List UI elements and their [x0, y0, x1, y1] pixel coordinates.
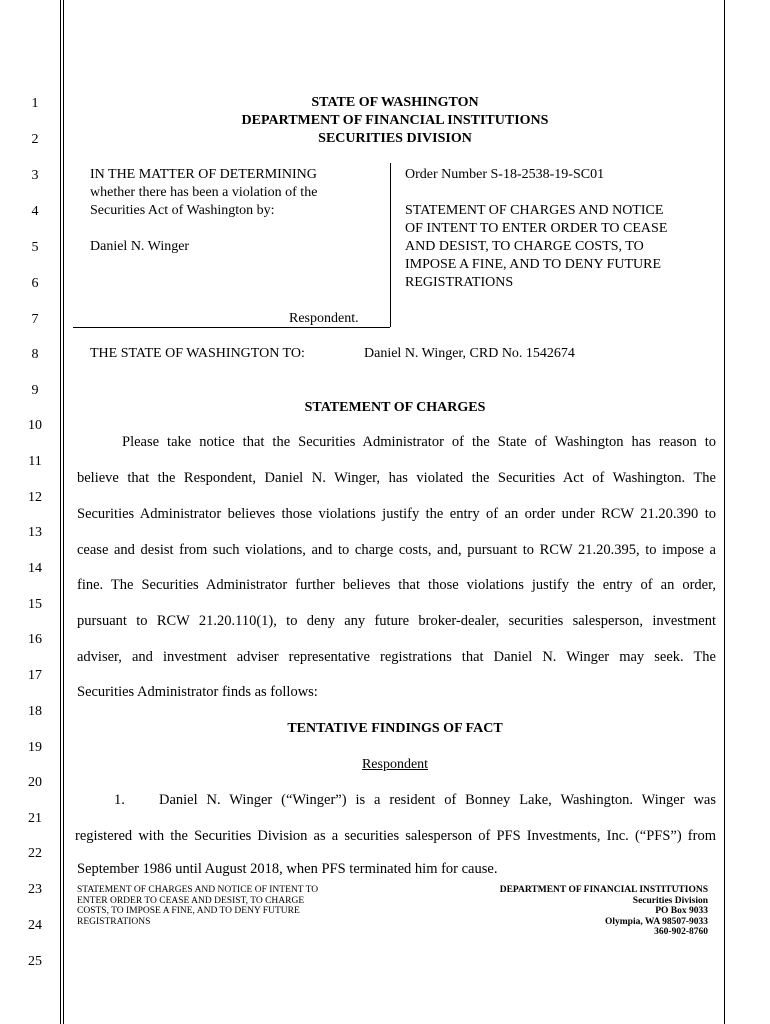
line-number: 12 [28, 490, 42, 505]
paragraph-line: Please take notice that the Securities Administrator of the State of Washington has reason to [122, 434, 716, 450]
matter-line: Securities Act of Washington by: [90, 203, 275, 218]
line-number: 15 [28, 597, 42, 612]
footer-address-line: Olympia, WA 98507-9033 [604, 916, 708, 927]
line-number: 22 [28, 846, 42, 861]
line-number: 10 [28, 418, 42, 433]
footer-title-line: COSTS, TO IMPOSE A FINE, AND TO DENY FUTURE [77, 906, 300, 916]
line-number: 8 [31, 347, 39, 362]
caption-title-line: IMPOSE A FINE, AND TO DENY FUTURE [405, 257, 662, 272]
paragraph-line: cease and desist from such violations, and to charge costs, and, pursuant to RCW 21.20.395, to impose a [77, 542, 716, 558]
matter-line: whether there has been a violation of the [90, 185, 318, 200]
respondent-label: Respondent. [289, 311, 359, 326]
footer-address-line: Securities Division [632, 895, 708, 906]
line-number: 17 [28, 668, 42, 683]
header-department: DEPARTMENT OF FINANCIAL INSTITUTIONS [241, 113, 549, 128]
line-number: 11 [28, 454, 42, 469]
footer-document-title [77, 885, 377, 927]
footer-agency-address [470, 885, 708, 938]
footer-title-line: REGISTRATIONS [77, 916, 151, 927]
findings-heading: TENTATIVE FINDINGS OF FACT [287, 721, 503, 736]
header-division: SECURITIES DIVISION [318, 131, 472, 146]
paragraph-line: Daniel N. Winger (“Winger”) is a resident of Bonney Lake, Washington. Winger was [159, 792, 716, 808]
statement-heading: STATEMENT OF CHARGES [304, 400, 486, 415]
line-number: 19 [28, 740, 42, 755]
line-number: 24 [28, 918, 42, 933]
paragraph-line: Securities Administrator believes those violations justify the entry of an order under RCW 21.20.390 to [77, 506, 716, 522]
caption-title-line: REGISTRATIONS [405, 275, 514, 290]
paragraph-line: fine. The Securities Administrator further believes that those violations justify the entry of an order, [77, 577, 716, 593]
line-number: 7 [31, 312, 39, 327]
line-number: 14 [28, 561, 42, 576]
order-number: Order Number S-18-2538-19-SC01 [405, 167, 605, 182]
footer-address-line: DEPARTMENT OF FINANCIAL INSTITUTIONS [499, 885, 708, 895]
line-number: 20 [28, 775, 42, 790]
footer-address-line: PO Box 9033 [655, 906, 708, 916]
caption-title-line: AND DESIST, TO CHARGE COSTS, TO [405, 239, 644, 254]
respondent-name: Daniel N. Winger [90, 239, 190, 254]
matter-line: IN THE MATTER OF DETERMINING [90, 167, 317, 182]
line-number: 5 [31, 240, 39, 255]
header-state: STATE OF WASHINGTON [311, 95, 479, 110]
line-number: 6 [31, 276, 39, 291]
line-number: 9 [31, 383, 39, 398]
paragraph-line: pursuant to RCW 21.20.110(1), to deny any future broker-dealer, securities salesperson, investment [77, 613, 716, 629]
caption-title-line: OF INTENT TO ENTER ORDER TO CEASE [405, 221, 668, 236]
caption-bottom-rule [73, 327, 390, 328]
paragraph-line: Securities Administrator finds as follows: [77, 684, 318, 700]
line-number: 25 [28, 954, 42, 969]
paragraph-line: adviser, and investment adviser representative registrations that Daniel N. Winger may seek. The [77, 649, 716, 665]
right-margin-rule [724, 0, 725, 1024]
line-number: 4 [31, 204, 39, 219]
footer-title-line: STATEMENT OF CHARGES AND NOTICE OF INTENT TO [77, 885, 319, 895]
caption-divider [390, 163, 391, 327]
addressee-label: THE STATE OF WASHINGTON TO: [90, 346, 305, 361]
paragraph-line: September 1986 until August 2018, when PFS terminated him for cause. [77, 861, 498, 877]
line-number: 1 [31, 96, 39, 111]
caption-title-line: STATEMENT OF CHARGES AND NOTICE [405, 203, 664, 218]
left-margin-rule-outer [60, 0, 61, 1024]
footer-address-line: 360-902-8760 [654, 927, 708, 937]
footer-title-line: ENTER ORDER TO CEASE AND DESIST, TO CHARGE [77, 895, 305, 906]
paragraph-line: believe that the Respondent, Daniel N. Winger, has violated the Securities Act of Washington. The [77, 470, 716, 486]
left-margin-rule-inner [63, 0, 64, 1024]
finding-number: 1. [114, 792, 125, 808]
respondent-subheading: Respondent [361, 757, 429, 772]
line-number: 21 [28, 811, 42, 826]
line-number: 13 [28, 525, 42, 540]
line-number: 23 [28, 882, 42, 897]
line-number: 2 [31, 132, 39, 147]
line-number: 3 [31, 168, 39, 183]
addressee-value: Daniel N. Winger, CRD No. 1542674 [364, 346, 575, 361]
paragraph-line: registered with the Securities Division as a securities salesperson of PFS Investments, Inc. (“PFS”) from [75, 828, 716, 844]
line-number: 18 [28, 704, 42, 719]
line-number: 16 [28, 632, 42, 647]
